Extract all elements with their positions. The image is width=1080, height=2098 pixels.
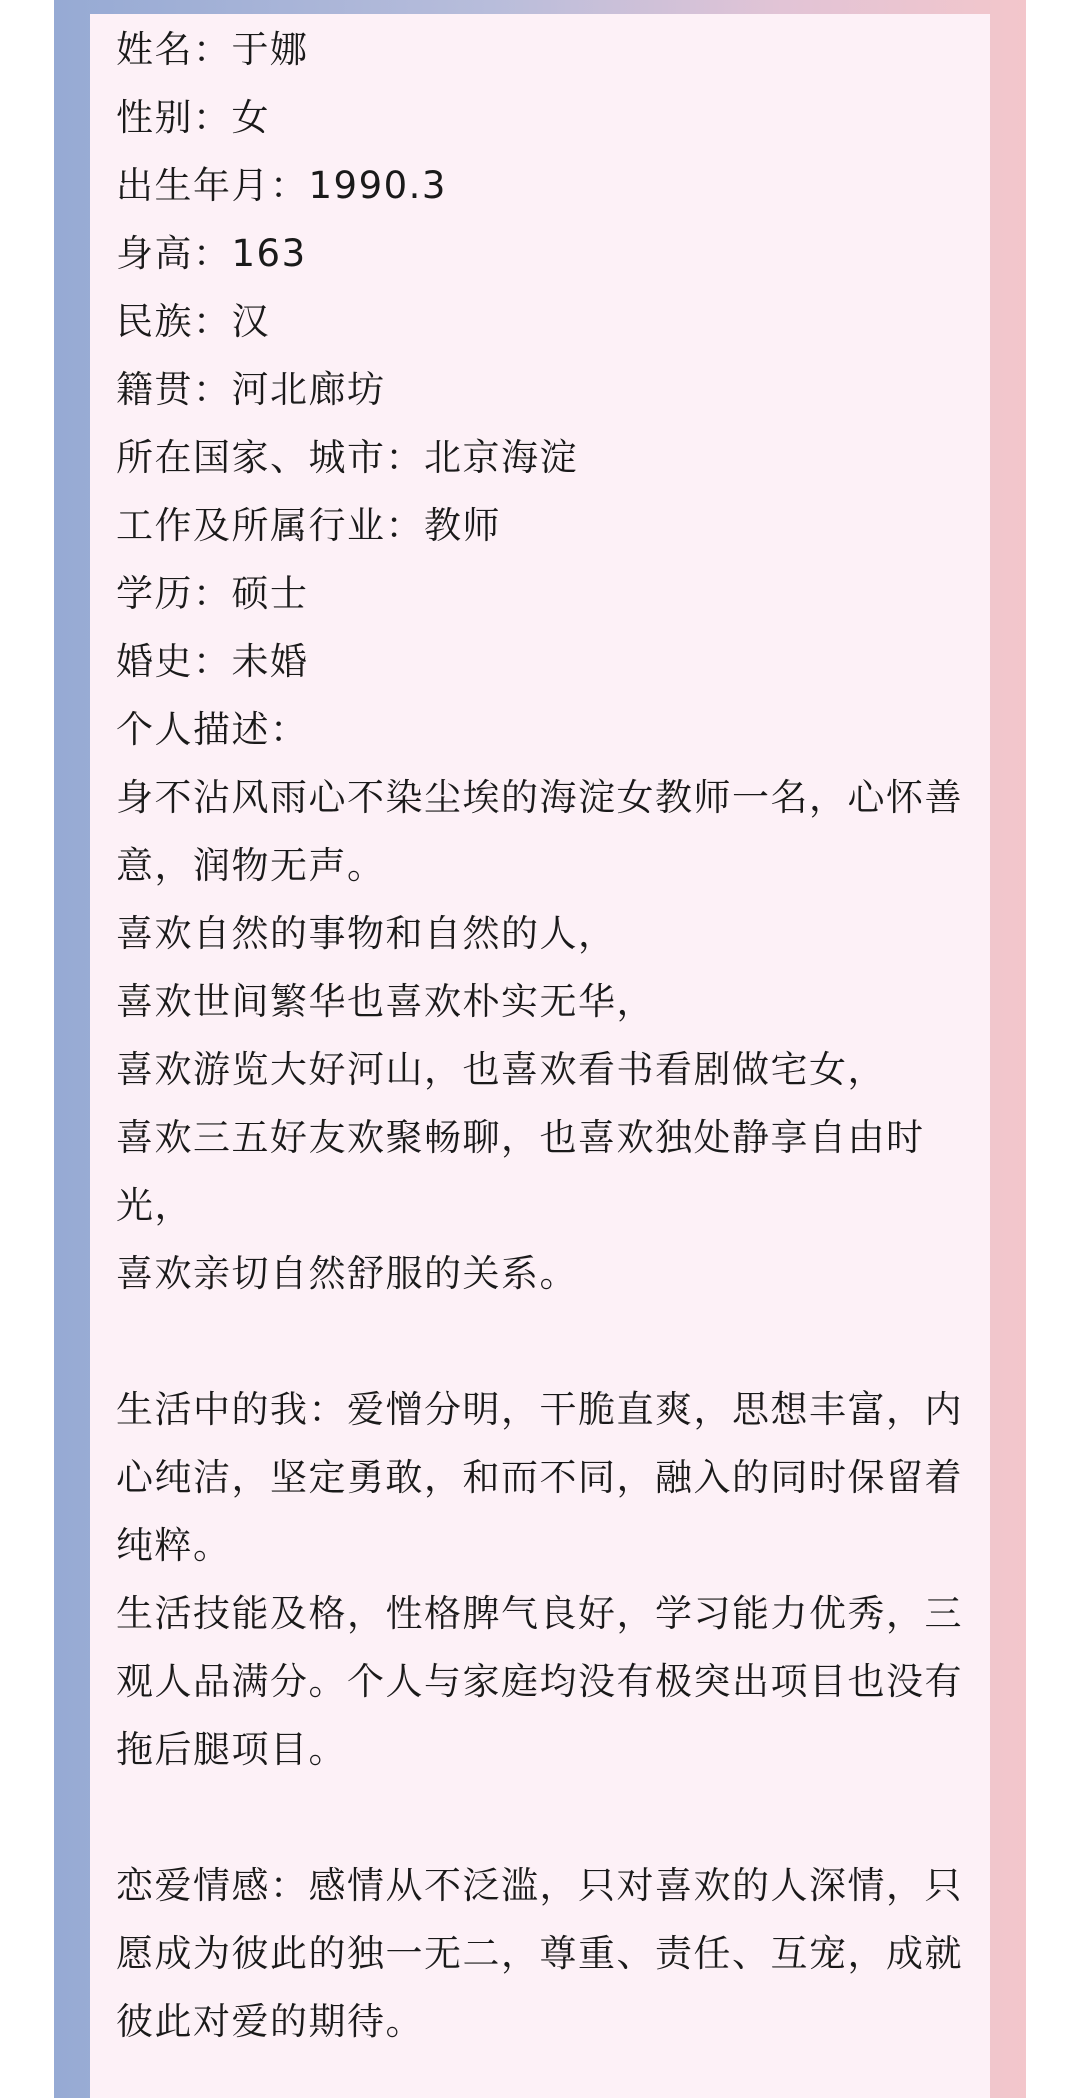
description-like-1: 喜欢自然的事物和自然的人， <box>116 912 617 955</box>
life-paragraph-2: 生活技能及格，性格脾气良好，学习能力优秀，三观人品满分。个人与家庭均没有极突出项目也没有拖后腿项目。 <box>116 1592 963 1771</box>
gender-line: 性别：女 <box>116 96 270 139</box>
name-line: 姓名：于娜 <box>116 28 309 71</box>
birth-line: 出生年月：1990.3 <box>116 164 447 207</box>
life-paragraph-1: 生活中的我：爱憎分明，干脆直爽，思想丰富，内心纯洁，坚定勇敢，和而不同，融入的同时保留着纯粹。 <box>116 1388 963 1567</box>
spacer <box>116 1784 976 1852</box>
profile-content <box>116 16 976 2056</box>
description-like-3: 喜欢游览大好河山，也喜欢看书看剧做宅女， <box>116 1048 886 1091</box>
description-like-2: 喜欢世间繁华也喜欢朴实无华， <box>116 980 655 1023</box>
hometown-line: 籍贯：河北廊坊 <box>116 368 386 411</box>
ethnicity-line: 民族：汉 <box>116 300 270 343</box>
description-intro: 身不沾风雨心不染尘埃的海淀女教师一名，心怀善意，润物无声。 <box>116 776 963 887</box>
description-heading: 个人描述： <box>116 708 309 751</box>
location-line: 所在国家、城市：北京海淀 <box>116 436 578 479</box>
spacer <box>116 1308 976 1376</box>
height-line: 身高：163 <box>116 232 307 275</box>
marital-line: 婚史：未婚 <box>116 640 309 683</box>
description-like-4: 喜欢三五好友欢聚畅聊，也喜欢独处静享自由时光， <box>116 1116 925 1227</box>
occupation-line: 工作及所属行业：教师 <box>116 504 501 547</box>
education-line: 学历：硕士 <box>116 572 309 615</box>
description-like-5: 喜欢亲切自然舒服的关系。 <box>116 1252 578 1295</box>
love-paragraph: 恋爱情感：感情从不泛滥，只对喜欢的人深情，只愿成为彼此的独一无二，尊重、责任、互宠，成就彼此对爱的期待。 <box>116 1864 963 2043</box>
